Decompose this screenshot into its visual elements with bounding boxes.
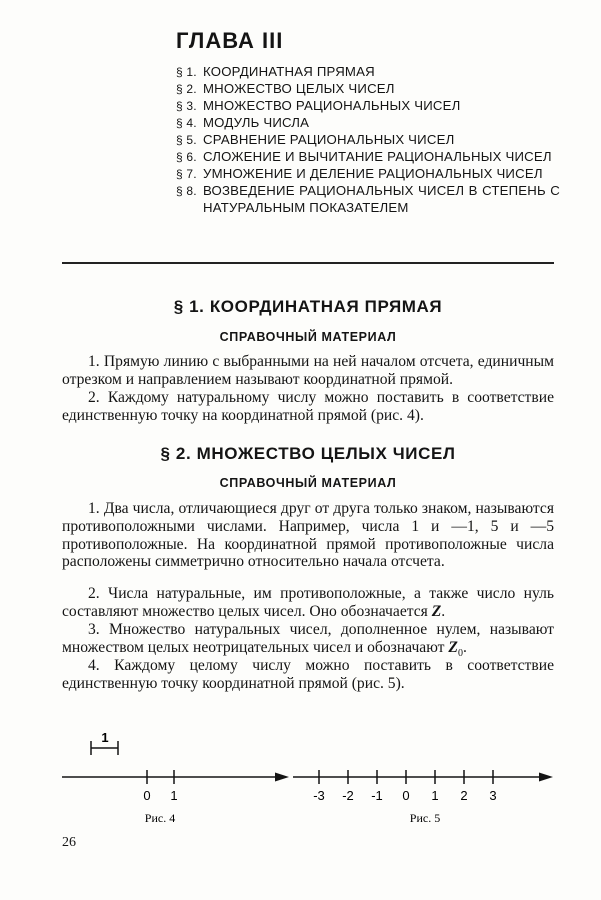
toc-number: § 7. bbox=[176, 167, 197, 181]
tick-label: -3 bbox=[313, 788, 325, 803]
toc-item-7 bbox=[176, 166, 560, 183]
toc-text: СЛОЖЕНИЕ И ВЫЧИТАНИЕ РАЦИОНАЛЬНЫХ ЧИСЕЛ bbox=[203, 149, 552, 164]
toc-item-2 bbox=[176, 81, 560, 98]
toc-text: УМНОЖЕНИЕ И ДЕЛЕНИЕ РАЦИОНАЛЬНЫХ ЧИСЕЛ bbox=[203, 166, 543, 181]
toc-item-8 bbox=[176, 183, 560, 216]
section-2-paragraph-3: 3. Множество натуральных чисел, дополненное нулем, называют множеством целых неотрицательных чисел и обозначают $Z_0$. bbox=[62, 621, 554, 659]
section-2-subhead: СПРАВОЧНЫЙ МАТЕРИАЛ bbox=[219, 476, 397, 490]
toc-text: КООРДИНАТНАЯ ПРЯМАЯ bbox=[203, 64, 375, 79]
page-number: 26 bbox=[62, 835, 76, 850]
section-2-paragraph-4: 4. Каждому целому числу можно поставить в соответствие единственную точку координатной прямой (рис. 5). bbox=[62, 657, 554, 692]
tick-label: 0 bbox=[143, 788, 151, 803]
toc-item-5 bbox=[176, 132, 560, 149]
toc-text: ВОЗВЕДЕНИЕ РАЦИОНАЛЬНЫХ ЧИСЕЛ В СТЕПЕНЬ С НАТУРАЛЬНЫМ ПОКАЗАТЕЛЕМ bbox=[203, 183, 560, 215]
toc-item-1 bbox=[176, 64, 560, 81]
figure-5 bbox=[293, 770, 553, 825]
toc-number: § 5. bbox=[176, 133, 197, 147]
section-1-subhead: СПРАВОЧНЫЙ МАТЕРИАЛ bbox=[219, 330, 397, 344]
toc-number: § 2. bbox=[176, 82, 197, 96]
toc-item-3 bbox=[176, 98, 560, 115]
section-1-paragraph-2: 2. Каждому натуральному числу можно поставить в соответствие единственную точку на координатной прямой (рис. 4). bbox=[62, 389, 554, 424]
section-1-paragraph-1: 1. Прямую линию с выбранными на ней началом отсчета, единичным отрезком и направлением называют координатной прямой. bbox=[62, 353, 554, 388]
axis-arrow-icon bbox=[275, 773, 289, 782]
integers-symbol: Z bbox=[431, 602, 442, 620]
figure-5-caption: Рис. 5 bbox=[409, 811, 441, 825]
figure-4-caption: Рис. 4 bbox=[144, 811, 176, 825]
toc-text: МНОЖЕСТВО ЦЕЛЫХ ЧИСЕЛ bbox=[203, 81, 395, 96]
tick-label: 2 bbox=[460, 788, 468, 803]
tick-label: -2 bbox=[342, 788, 354, 803]
toc-item-4 bbox=[176, 115, 560, 132]
section-2-paragraph-2: 2. Числа натуральные, им противоположные, а также число нуль составляют множество целых чисел. Оно обозначается Z. bbox=[62, 585, 554, 620]
table-of-contents bbox=[176, 64, 560, 217]
chapter-title: ГЛАВА III bbox=[176, 28, 284, 53]
figure-4 bbox=[62, 730, 289, 825]
section-1-title: § 1. КООРДИНАТНАЯ ПРЯМАЯ bbox=[173, 297, 443, 316]
toc-number: § 4. bbox=[176, 116, 197, 130]
section-2-title: § 2. МНОЖЕСТВО ЦЕЛЫХ ЧИСЕЛ bbox=[160, 444, 456, 463]
paragraph-text: 2. Числа натуральные, им противоположные, а также число нуль составляют множество целых чисел. Оно обозначается bbox=[62, 585, 554, 620]
section-divider bbox=[62, 262, 554, 264]
toc-number: § 8. bbox=[176, 184, 197, 198]
section-2-paragraph-1: 1. Два числа, отличающиеся друг от друга только знаком, называются противоположными числами. Например, числа 1 и —1, 5 и —5 противоположные. На координатной прямой противоположные числа расположены симметрично относительно начала отсчета. bbox=[62, 500, 554, 571]
toc-number: § 1. bbox=[176, 65, 197, 79]
tick-label: -1 bbox=[371, 788, 383, 803]
toc-item-6 bbox=[176, 149, 560, 166]
toc-number: § 3. bbox=[176, 99, 197, 113]
symbol-subscript: 0 bbox=[457, 647, 463, 659]
toc-text: МНОЖЕСТВО РАЦИОНАЛЬНЫХ ЧИСЕЛ bbox=[203, 98, 461, 113]
tick-label: 1 bbox=[170, 788, 178, 803]
paragraph-text: 3. Множество натуральных чисел, дополненное нулем, называют множеством целых неотрицательных чисел и обозначают bbox=[62, 621, 554, 656]
toc-text: СРАВНЕНИЕ РАЦИОНАЛЬНЫХ ЧИСЕЛ bbox=[203, 132, 455, 147]
number-line-figures bbox=[55, 725, 555, 825]
toc-number: § 6. bbox=[176, 150, 197, 164]
toc-text: МОДУЛЬ ЧИСЛА bbox=[203, 115, 310, 130]
unit-segment-label: 1 bbox=[101, 730, 109, 745]
tick-label: 0 bbox=[402, 788, 410, 803]
nonnegative-integers-symbol: Z bbox=[448, 638, 458, 656]
axis-arrow-icon bbox=[539, 773, 553, 782]
tick-label: 3 bbox=[489, 788, 497, 803]
tick-label: 1 bbox=[431, 788, 439, 803]
